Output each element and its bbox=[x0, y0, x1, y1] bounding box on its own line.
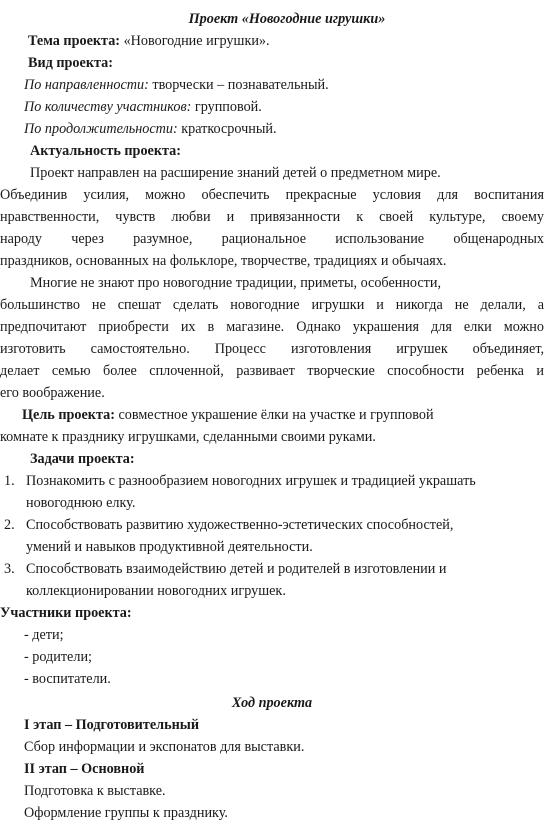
stage-line: Сбор информации и экспонатов для выставки. bbox=[24, 739, 305, 755]
relevance-line: Проект направлен на расширение знаний детей о предметном мире. bbox=[30, 165, 441, 181]
task-text-continued: новогоднюю елку. bbox=[26, 495, 136, 511]
relevance-line: Многие не знают про новогодние традиции, приметы, особенности, bbox=[30, 275, 442, 291]
stage-title: I этап – Подготовительный bbox=[24, 717, 200, 733]
goal-text: совместное украшение ёлки на участке и групповой bbox=[118, 407, 434, 423]
task-text: Познакомить с разнообразием новогодних игрушек и традицией украшать bbox=[26, 473, 476, 489]
task-number: 3. bbox=[4, 561, 15, 577]
relevance-line: большинство не спешат сделать новогодние игрушки и никогда не делали, а bbox=[0, 297, 544, 313]
stage-line: Оформление группы к празднику. bbox=[24, 805, 228, 821]
type-heading: Вид проекта: bbox=[28, 55, 113, 71]
task-text-continued: коллекционировании новогодних игрушек. bbox=[26, 583, 286, 599]
relevance-line: Объединив усилия, можно обеспечить прекрасные условия для воспитания bbox=[0, 187, 544, 203]
theme-label: Тема проекта: bbox=[28, 33, 121, 49]
tasks-heading: Задачи проекта: bbox=[30, 451, 135, 467]
task-text-continued: умений и навыков продуктивной деятельности. bbox=[26, 539, 313, 555]
type-item bbox=[0, 74, 544, 96]
goal-label: Цель проекта: bbox=[22, 407, 115, 423]
relevance-line: изготовить самостоятельно. Процесс изготовления игрушек объединяет, bbox=[0, 341, 544, 357]
task-text: Способствовать развитию художественно-эстетических способностей, bbox=[26, 517, 454, 533]
document-title: Проект «Новогодние игрушки» bbox=[188, 11, 386, 27]
type-item-value: краткосрочный. bbox=[181, 121, 277, 137]
type-item-label: По направленности: bbox=[24, 77, 149, 93]
type-item bbox=[0, 118, 544, 140]
type-item-value: групповой. bbox=[194, 99, 262, 115]
document-page bbox=[0, 8, 544, 824]
stage-title: II этап – Основной bbox=[24, 761, 145, 777]
type-item bbox=[0, 96, 544, 118]
participants-heading: Участники проекта: bbox=[0, 605, 132, 621]
type-item-label: По количеству участников: bbox=[24, 99, 192, 115]
stage-line: Подготовка к выставке. bbox=[24, 783, 166, 799]
task-number: 2. bbox=[4, 517, 15, 533]
progress-heading: Ход проекта bbox=[231, 695, 313, 711]
goal-line-continued: комнате к празднику игрушками, сделанными своими руками. bbox=[0, 429, 376, 445]
theme-value: «Новогодние игрушки». bbox=[123, 33, 270, 49]
relevance-line: делает семью более сплоченной, развивает творческие способности ребенка и bbox=[0, 363, 544, 379]
goal-line bbox=[0, 404, 544, 426]
task-text: Способствовать взаимодействию детей и родителей в изготовлении и bbox=[26, 561, 447, 577]
task-item bbox=[0, 558, 544, 580]
task-item bbox=[0, 514, 544, 536]
relevance-line: нравственности, чувств любви и привязанности к своей культуре, своему bbox=[0, 209, 544, 225]
task-item bbox=[0, 470, 544, 492]
participant-item: - воспитатели. bbox=[24, 671, 111, 687]
relevance-line: праздников, основанных на фольклоре, творчестве, традициях и обычаях. bbox=[0, 253, 447, 269]
task-number: 1. bbox=[4, 473, 15, 489]
relevance-heading: Актуальность проекта: bbox=[30, 143, 181, 159]
type-item-label: По продолжительности: bbox=[24, 121, 178, 137]
theme-line bbox=[0, 30, 544, 52]
participant-item: - родители; bbox=[24, 649, 92, 665]
participant-item: - дети; bbox=[24, 627, 64, 643]
relevance-line: народу через разумное, рациональное использование общенародных bbox=[0, 231, 544, 247]
relevance-line: предпочитают приобрести их в магазине. Однако украшения для елки можно bbox=[0, 319, 544, 335]
relevance-line: его воображение. bbox=[0, 385, 105, 401]
type-item-value: творчески – познавательный. bbox=[152, 77, 329, 93]
